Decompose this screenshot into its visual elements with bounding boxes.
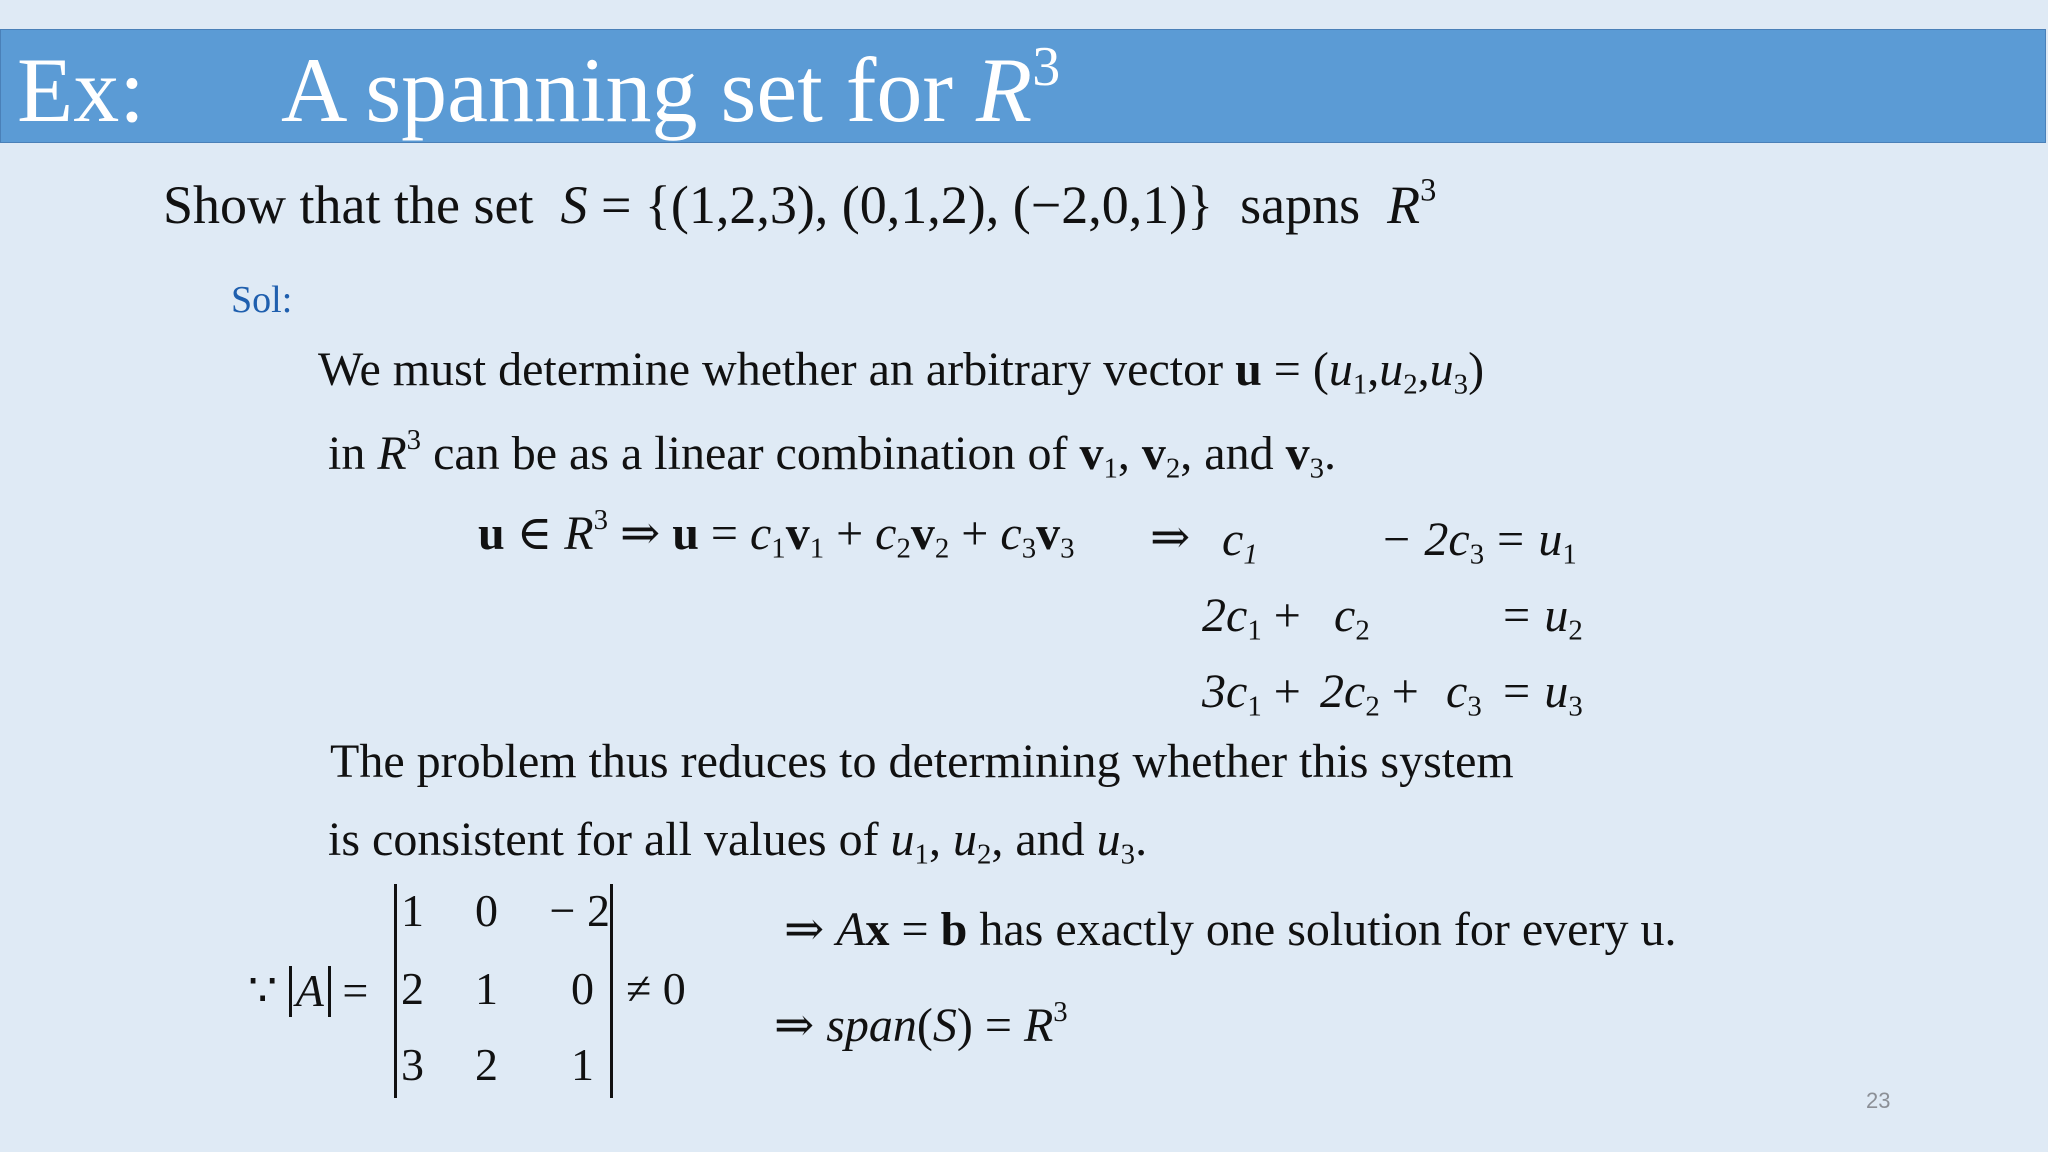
problem-statement: Show that the set S = {(1,2,3), (0,1,2), (−2,0,1)} sapns $R^3$ <box>163 172 1437 235</box>
implies-arrow: ⇒ <box>1150 511 1191 564</box>
explanation-line-2: in $R^3$ can be as a linear combination of $v_1$, $v_2$, and $v_3$. <box>328 423 1337 485</box>
linear-combination-equation: u ∈ $R^3$ ⇒ $u = c_1v_1 + c_2v_2 + c_3v_3$ <box>478 503 1075 565</box>
det-cell: 1 <box>475 963 498 1014</box>
title-bar <box>0 29 2046 143</box>
system-row1-left: $c_1$ <box>1222 513 1258 571</box>
determinant-right-bar <box>610 884 613 1098</box>
abs-a: A <box>289 966 331 1017</box>
system-row1-mid: − $2c_3$ <box>1380 513 1485 571</box>
det-cell: 2 <box>401 963 424 1014</box>
page-number: 23 <box>1866 1088 1891 1113</box>
determinant-lhs: ∵ A = <box>248 965 369 1016</box>
det-cell: 1 <box>571 1039 594 1090</box>
conclusion-unique-solution: ⇒ Ax = b has exactly one solution for every u. <box>784 903 1677 956</box>
det-cell: 2 <box>475 1039 498 1090</box>
det-cell: − 2 <box>549 885 610 936</box>
slide-title: A spanning set for $R^3$ <box>281 36 1061 141</box>
explanation-line-4: is consistent for all values of $u_1$, $u_2$, and $u_3$. <box>328 813 1148 871</box>
explanation-line-3: The problem thus reduces to determining whether this system <box>330 735 1514 788</box>
system-row2-mid: $c_2$ <box>1334 589 1370 647</box>
det-cell: 0 <box>475 885 498 936</box>
title-ex-label: Ex: <box>17 39 145 141</box>
explanation-line-1: We must determine whether an arbitrary vector $u = (u_1,u_2,u_3)$ <box>318 343 1485 401</box>
system-row2-right: = $u_2$ <box>1500 589 1583 647</box>
det-cell: 3 <box>401 1039 424 1090</box>
det-cell: 0 <box>571 963 594 1014</box>
system-row2-left: $2c_1$ + <box>1202 589 1301 647</box>
conclusion-span: ⇒ span(S) = $R^3$ <box>774 995 1068 1052</box>
system-row3-right: = $u_3$ <box>1500 665 1583 723</box>
system-row3-left: $3c_1$ + <box>1202 665 1301 723</box>
system-row1-right: = $u_1$ <box>1494 513 1577 571</box>
system-row3-mid: $2c_2$ + <box>1320 665 1419 723</box>
determinant-nonzero: ≠ 0 <box>626 963 686 1014</box>
sol-label: Sol: <box>231 279 293 321</box>
det-cell: 1 <box>401 885 424 936</box>
system-row3-c3: $c_3$ <box>1446 665 1482 723</box>
